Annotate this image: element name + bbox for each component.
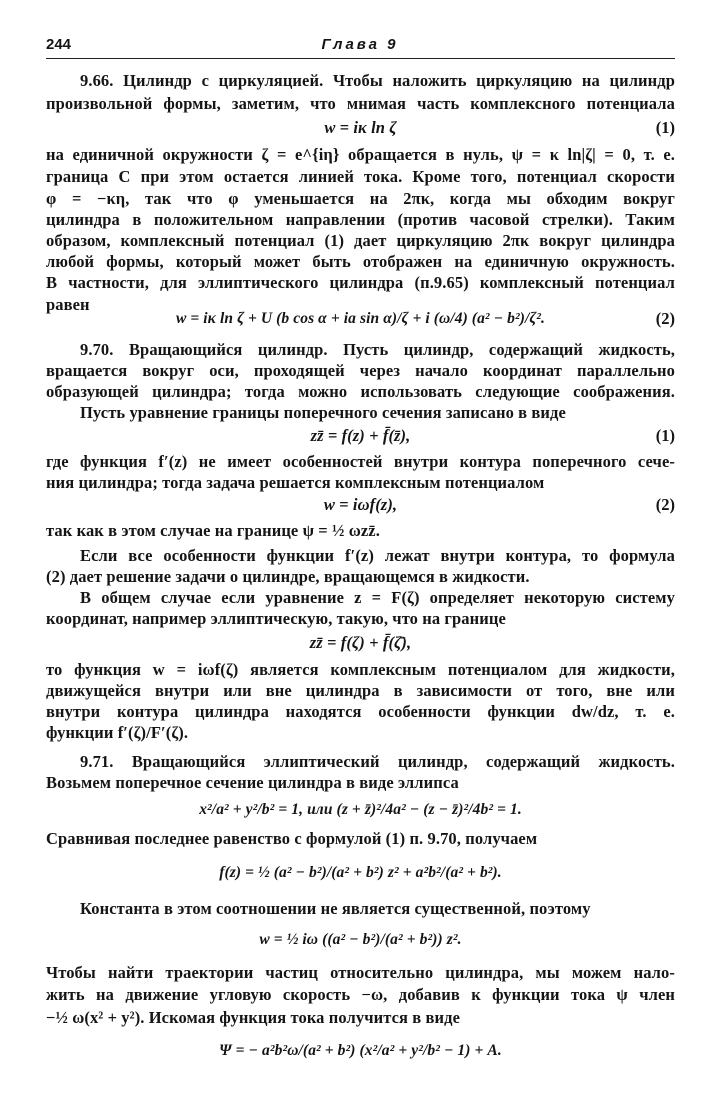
paragraph-line: координат, например эллиптическую, такую, что на границе [46, 609, 506, 628]
section-9-70-first-line [80, 339, 675, 361]
section-title-9-70: 9.70. Вращающийся цилиндр. [80, 340, 328, 359]
paragraph-line: Если все особенности функции f′(z) лежат внутри контура, то формула [80, 546, 675, 565]
equation-boundary: zz̄ = f(z) + f̄(z̄), [310, 426, 411, 445]
equation-f-of-z: f(z) = ½ (a² − b²)/(a² + b²) z² + a²b²/(a² + b²). [219, 864, 502, 881]
paragraph-text: Пусть цилиндр, содержащий жидкость, [343, 340, 675, 359]
paragraph-line: образом, комплексный потенциал (1) дает циркуляцию 2πκ вокруг цилиндра [46, 231, 675, 250]
paragraph-line: В общем случае если уравнение z = F(ζ) определяет некоторую систему [80, 588, 675, 607]
paragraph-line: равен [46, 295, 90, 314]
equation-number: (1) [655, 118, 675, 137]
paragraph-line: ния цилиндра; тогда задача решается комплексным потенциалом [46, 473, 545, 492]
page-number: 244 [46, 36, 72, 53]
running-head-chapter: Глава 9 [321, 36, 399, 53]
equation-number: (2) [655, 495, 675, 514]
paragraph-line: на единичной окружности ζ = e^{iη} обращается в нуль, ψ = κ ln|ζ| = 0, т. е. [46, 145, 675, 164]
paragraph-line: граница C при этом остается линией тока. Кроме того, потенциал скорости [46, 167, 675, 186]
equation-ellipse: x²/a² + y²/b² = 1, или (z + z̄)²/4a² − (z − z̄)²/4b² = 1. [199, 801, 522, 818]
paragraph-text: Чтобы наложить циркуляцию на цилиндр [332, 71, 675, 90]
equation-stream-function: Ψ = − a²b²ω/(a² + b²) (x²/a² + y²/b² − 1) + A. [219, 1042, 502, 1059]
paragraph-line: внутри контура цилиндра находятся особенности функции dw/dz, т. е. [46, 702, 675, 721]
paragraph-line: (2) дает решение задачи о цилиндре, вращающемся в жидкости. [46, 567, 530, 586]
header-rule [46, 58, 675, 59]
section-title-9-71: 9.71. Вращающийся эллиптический цилиндр, содержащий жидкость. [80, 752, 675, 771]
paragraph-line: так как в этом случае на границе ψ = ½ ωzz̄. [46, 521, 380, 540]
equation-w-rotating: w = ½ iω ((a² − b²)/(a² + b²)) z². [259, 931, 462, 948]
paragraph-line: то функция w = iωf(ζ) является комплексным потенциалом для жидкости, [46, 660, 675, 679]
paragraph-line: Константа в этом соотношении не является существенной, поэтому [80, 899, 591, 918]
paragraph-line: движущейся внутри или вне цилиндра в зависимости от того, вне или [46, 681, 675, 700]
paragraph-line: φ = −κη, так что φ уменьшается на 2πκ, когда мы обходим вокруг [46, 189, 675, 208]
paragraph-line: Пусть уравнение границы поперечного сечения записано в виде [80, 403, 566, 422]
section-9-66-first-line [80, 70, 675, 92]
paragraph-line: произвольной формы, заметим, что мнимая часть комплексного потенциала [46, 94, 675, 113]
paragraph-line: цилиндра в положительном направлении (против часовой стрелки). Таким [46, 210, 675, 229]
equation-boundary-zeta: zz̄ = f(ζ) + f̄(ζ̄), [309, 633, 412, 652]
paragraph-line: функции f′(ζ)/F′(ζ). [46, 723, 189, 742]
paragraph-line: жить на движение угловую скорость −ω, добавив к функции тока ψ член [46, 985, 675, 1004]
paragraph-line: Чтобы найти траектории частиц относительно цилиндра, мы можем нало- [46, 963, 675, 982]
paragraph-line: Сравнивая последнее равенство с формулой (1) п. 9.70, получаем [46, 829, 538, 848]
paragraph-line: вращается вокруг оси, проходящей через начало координат параллельно [46, 361, 675, 380]
equation-number: (2) [655, 309, 675, 328]
section-title-9-66: 9.66. Цилиндр с циркуляцией. [80, 71, 324, 90]
equation-number: (1) [655, 426, 675, 445]
paragraph-line: Возьмем поперечное сечение цилиндра в виде эллипса [46, 773, 459, 792]
paragraph-line: −½ ω(x² + y²). Искомая функция тока получится в виде [46, 1008, 461, 1027]
paragraph-line: где функция f′(z) не имеет особенностей внутри контура поперечного сече- [46, 452, 675, 471]
equation-complex-potential-ellipse: w = iκ ln ζ + U (b cos α + ia sin α)/ζ + i (ω/4) (a² − b²)/ζ². [175, 310, 546, 327]
paragraph-line: образующей цилиндра; тогда можно использовать следующие соображения. [46, 382, 675, 401]
paragraph-line: любой формы, который может быть отображен на единичную окружность. [46, 252, 675, 271]
equation-w-i-kappa: w = iκ ln ζ [324, 118, 397, 137]
paragraph-line: В частности, для эллиптического цилиндра (п.9.65) комплексный потенциал [46, 273, 675, 292]
equation-w-iomega-f: w = iωf(z), [323, 495, 398, 514]
